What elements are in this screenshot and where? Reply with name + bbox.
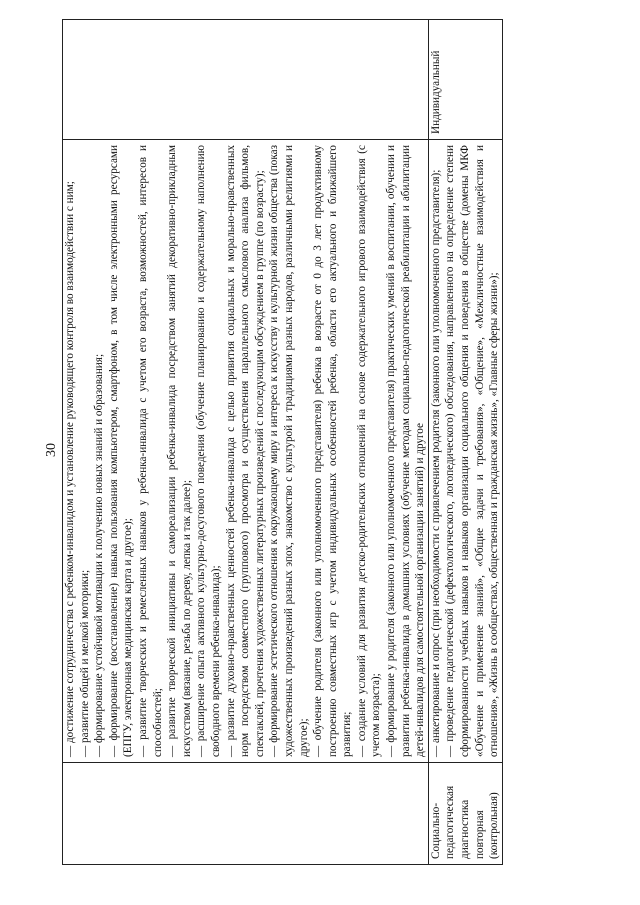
- activity-item: — развитие творческих и ремесленных навыков у ребенка-инвалида с учетом его возраста, возможностей, интересов и способностей;: [136, 145, 164, 757]
- service-label-cell: [428, 763, 502, 865]
- activity-item: — развитие духовно-нравственных ценностей ребенка-инвалида с целью привития социальных и морально-нравственных норм посредством совместного (группового) просмотра и осуществления параллельного смыслового анализа фильмов, спектаклей, прочтения художественных литературных произведений с последующим обсуждением в группе (по возрасту);: [224, 145, 266, 757]
- activity-item: — обучение родителя (законного или уполномоченного представителя) ребенка в возрасте от 0 до 3 лет продуктивному построению совместных игр с учетом индивидуальных особенностей ребенка, области его актуального и ближайшего развития;: [312, 145, 354, 757]
- rehabilitation-table: [62, 19, 503, 865]
- activity-item: — расширение опыта активного культурно-досугового поведения (обучение планированию и содержательному наполнению свободного времени ребенка-инвалида);: [195, 145, 222, 757]
- activity-item: — формирование у родителя (законного или уполномоченного представителя) практических умений в воспитании, обучении и развитии ребенка-инвалида в домашних условиях (обучение методам социально-педагогической реабилитации и абилитации детей-инвалидов для самостоятельной организации занятий) и другое: [385, 145, 427, 757]
- activities-cell: [63, 140, 429, 763]
- form-cell: [63, 20, 429, 140]
- activity-item: — проведение педагогической (дефектологического, логопедического) обследования, направленного на определение степени сформированности учебных навыков и навыков организации социального общения и поведения в обществе (домены МКФ «Обучение и применение знаний», «Общие задачи и требования», «Общение», «Межличностные взаимодействия и отношения», «Жизнь в сообществах, общественная и гражданская жизнь», «Главные сферы жизни»);: [444, 145, 501, 757]
- activity-item: — формирование устойчивой мотивации к получению новых знаний и образования;: [93, 353, 106, 757]
- activity-item: — анкетирование и опрос (при необходимости с привлечением родителя (законного или уполномоченного представителя);: [429, 169, 442, 757]
- table-row: [63, 20, 429, 865]
- activity-item: — развитие творческой инициативы и самореализации ребенка-инвалида посредством занятий декоративно-прикладным искусством (вязание, резьба по дереву, лепка и так далее);: [166, 145, 193, 757]
- activity-item: — создание условий для развития детско-родительских отношений на основе содержательного игрового взаимодействия (с учетом возраста);: [355, 145, 383, 757]
- activities-cell: [428, 140, 502, 763]
- page-number: 30: [44, 443, 59, 457]
- activity-item: — формирование (восстановление) навыка пользования компьютером, смартфоном, в том числе электронными ресурсами (ЕПГУ, электронная медицинская карта и другое);: [107, 145, 135, 757]
- activity-item: — достижение сотрудничества с ребенком-инвалидом и установление руководящего контроля во взаимодействии с ним;: [64, 181, 76, 757]
- form-cell: [428, 20, 502, 140]
- activity-item: — развитие общей и мелкой моторики;: [78, 569, 91, 757]
- service-label: Социально- педагогическая диагностика повторная (контрольная): [429, 785, 501, 859]
- form-label: Индивидуальный: [429, 50, 442, 134]
- service-label-cell: [63, 763, 429, 865]
- table-row: [428, 20, 502, 865]
- activity-item: — формирование эстетического отношения к окружающему миру и интереса к искусству и культурной жизни общества (показ художественных произведений разных эпох, знакомство с культурой и традициями разных народов, различными религиями и другое);: [268, 145, 310, 757]
